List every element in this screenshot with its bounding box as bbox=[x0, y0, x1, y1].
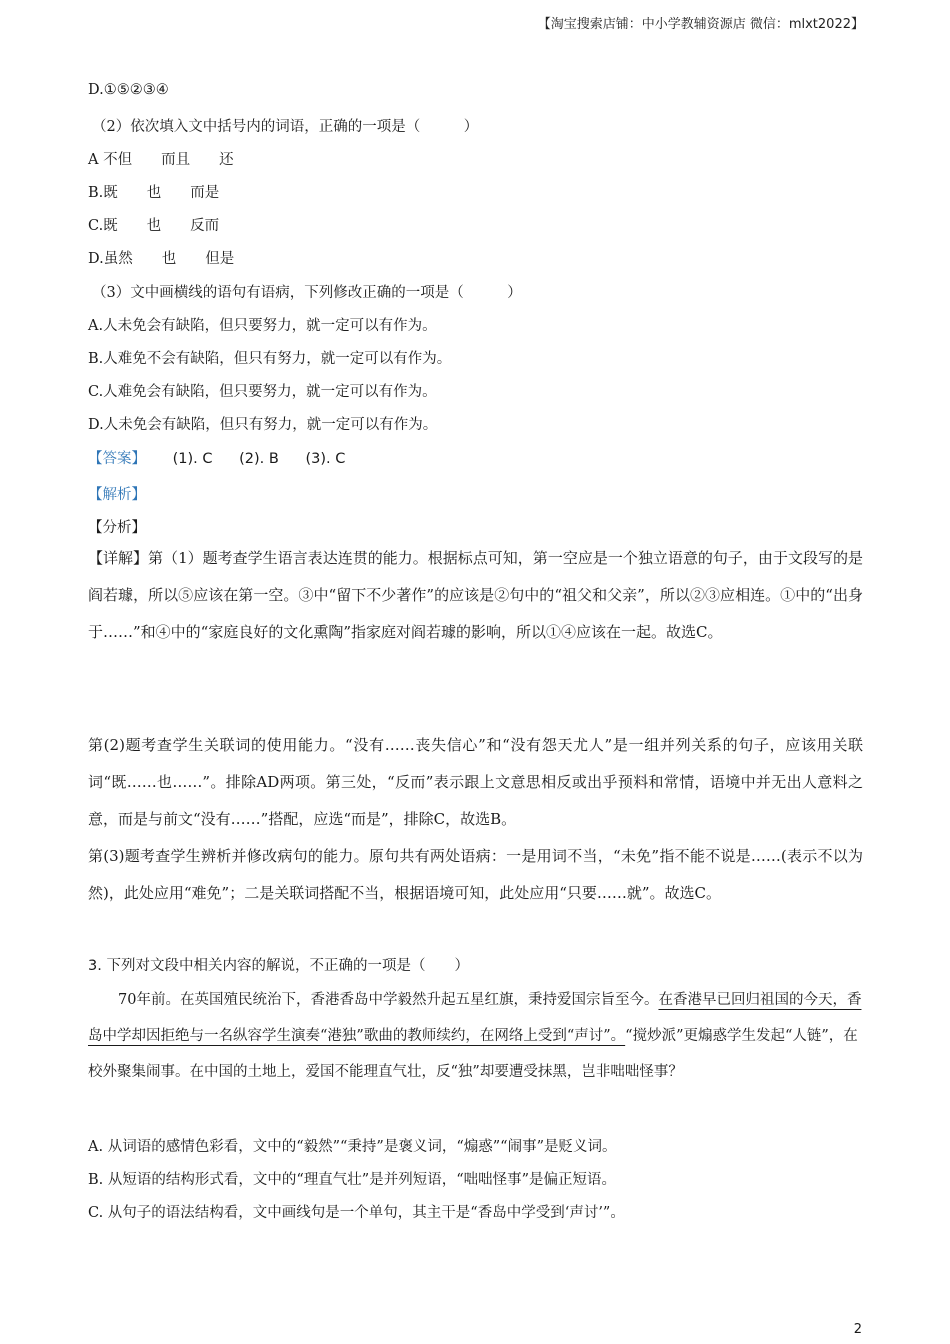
q2-option-d: D.虽然 也 但是 bbox=[88, 251, 235, 267]
q2-stem: （2）依次填入文中括号内的词语，正确的一项是（ ） bbox=[92, 119, 479, 135]
question-3-option-c: C. 从句子的语法结构看，文中画线句是一个单句，其主干是“香岛中学受到‘声讨’”。 bbox=[88, 1205, 625, 1221]
detail-text-1: 第（1）题考查学生语言表达连贯的能力。根据标点可知，第一空应是一个独立语意的句子，由于文段写的是阎若璩，所以⑤应该在第一空。③中“留下不少著作”的应该是②句中的“祖父和父亲”，所以②③应相连。①中的“出身于……”和④中的“家庭良好的文化熏陶”指家庭对阎若璩的影响，所以①④应该在一起。故选C。 bbox=[88, 549, 863, 641]
answer-item: (1). C bbox=[172, 451, 213, 467]
detail-paragraph-2 bbox=[88, 727, 863, 838]
q2-option-a: A 不但 而且 还 bbox=[88, 152, 234, 168]
q2-option-b: B.既 也 而是 bbox=[88, 185, 220, 201]
q3-option-b: B.人难免不会有缺陷，但只有努力，就一定可以有作为。 bbox=[88, 351, 452, 367]
q3-option-a: A.人未免会有缺陷，但只要努力，就一定可以有作为。 bbox=[88, 318, 437, 334]
detail-text-2: 第(2)题考查学生关联词的使用能力。“没有……丧失信心”和“没有怨天尤人”是一组并列关系的句子，应该用关联词“既……也……”。排除AD两项。第三处，“反而”表示跟上文意思相反或出乎预料和常情，语境中并无出人意料之意，而是与前文“没有……”搭配，应选“而是”，排除C，故选B。 bbox=[88, 736, 863, 828]
detail-paragraph-1 bbox=[88, 540, 863, 651]
detail-paragraph-3 bbox=[88, 838, 863, 912]
q3-option-c: C.人难免会有缺陷，但只要努力，就一定可以有作为。 bbox=[88, 384, 437, 400]
q3-option-d: D.人未免会有缺陷，但只有努力，就一定可以有作为。 bbox=[88, 417, 438, 433]
answer-row bbox=[88, 447, 367, 468]
question-3-stem: 下列对文段中相关内容的解说，不正确的一项是（ ） bbox=[106, 958, 469, 974]
passage-underlined-sentence: 在香港早已回归祖国的今天，香岛中学却因拒绝与一名纵容学生演奏“港独”歌曲的教师续约，在网络上受到“声讨”。 bbox=[88, 992, 862, 1044]
page-number: 2 bbox=[853, 1322, 862, 1337]
q3-stem: （3）文中画横线的语句有语病，下列修改正确的一项是（ ） bbox=[92, 285, 522, 301]
question-3-stem-row bbox=[88, 954, 469, 975]
q1-option-d: D.①⑤②③④ bbox=[88, 82, 169, 98]
question-3-option-a: A. 从词语的感情色彩看，文中的“毅然”“秉持”是褒义词，“煽惑”“闹事”是贬义词。 bbox=[88, 1139, 617, 1155]
analysis-label: 【解析】 bbox=[88, 487, 146, 503]
detail-label: 【详解】 bbox=[88, 549, 149, 567]
passage-text-b: “搅炒派”更煽惑学生发起“人链”，在校外聚集闹事。在中国的土地上，爱国不能理直气壮，反“独”却要遭受抹黑，岂非咄咄怪事？ bbox=[88, 1028, 858, 1080]
detail-text-3: 第(3)题考查学生辨析并修改病句的能力。原句共有两处语病：一是用词不当，“未免”指不能不说是……(表示不以为然)，此处应用“难免”；二是关联词搭配不当，根据语境可知，此处应用“只要……就”。故选C。 bbox=[88, 847, 863, 902]
question-3-passage bbox=[88, 982, 863, 1090]
fenxi-label: 【分析】 bbox=[88, 520, 146, 536]
passage-text-a: 70年前。在英国殖民统治下，香港香岛中学毅然升起五星红旗，秉持爱国宗旨至今。 bbox=[118, 992, 659, 1008]
page-header: 【淘宝搜索店铺：中小学教辅资源店 微信：mlxt2022】 bbox=[537, 17, 864, 32]
answer-label: 【答案】 bbox=[88, 451, 146, 467]
q2-option-c: C.既 也 反而 bbox=[88, 218, 220, 234]
question-number: 3. bbox=[88, 958, 102, 974]
answer-item: (3). C bbox=[305, 451, 346, 467]
question-3-option-b: B. 从短语的结构形式看，文中的“理直气壮”是并列短语，“咄咄怪事”是偏正短语。 bbox=[88, 1172, 617, 1188]
answer-item: (2). B bbox=[239, 451, 279, 467]
